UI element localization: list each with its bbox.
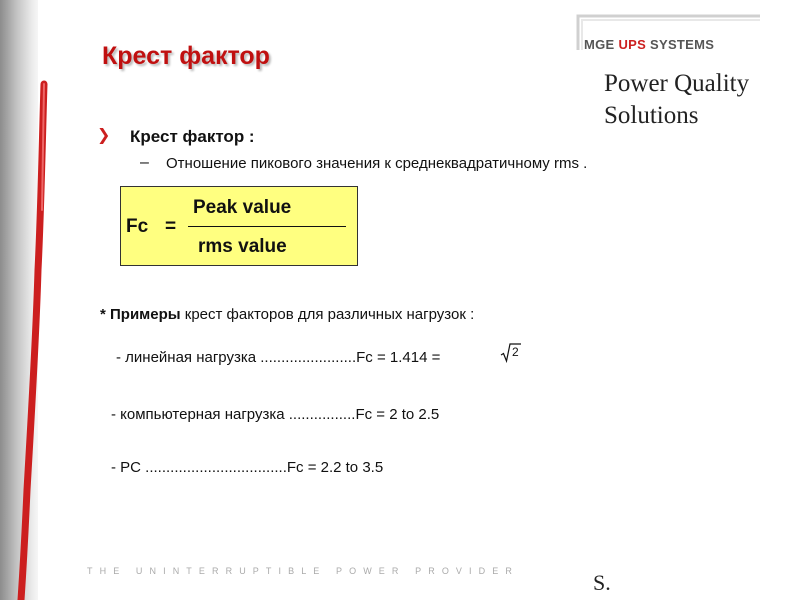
formula-lhs: Fc	[126, 216, 149, 237]
formula-equals: =	[165, 216, 177, 237]
footer-slogan: THE UNINTERRUPTIBLE POWER PROVIDER	[87, 566, 519, 576]
formula-denominator: rms value	[198, 236, 287, 257]
example-pc-load: - PC ..................................Fc = 2.2 to 3.5	[111, 459, 384, 476]
bullet-arrow-icon: ❯	[97, 127, 111, 144]
brand-tagline: Power Quality Solutions	[604, 70, 750, 129]
logo-systems: SYSTEMS	[650, 37, 715, 52]
formula-numerator: Peak value	[193, 197, 292, 218]
bullet-crest-factor: Крест фактор :	[130, 127, 255, 146]
slide-title: Крест фактор	[102, 42, 270, 70]
example-linear-load: - линейная нагрузка .......................Fc = 1.414 =	[116, 349, 441, 366]
sqrt-two-symbol	[500, 342, 522, 364]
examples-heading	[100, 306, 474, 323]
logo-mge: MGE	[584, 37, 615, 52]
brand-logo	[584, 37, 714, 52]
svg-text:2: 2	[512, 345, 519, 359]
examples-heading-bold: * Примеры	[100, 306, 181, 323]
examples-heading-rest: крест факторов для различных нагрузок :	[180, 306, 475, 323]
example-computer-load: - компьютерная нагрузка ................Fc = 2 to 2.5	[111, 406, 440, 423]
fraction-line	[188, 226, 346, 227]
corner-mark: S.	[593, 570, 611, 595]
logo-ups: UPS	[618, 37, 647, 52]
sub-bullet-dash: –	[140, 154, 149, 171]
red-decorative-stripe	[0, 0, 60, 600]
sub-bullet-definition: Отношение пикового значения к среднеквадратичному rms .	[166, 155, 588, 172]
